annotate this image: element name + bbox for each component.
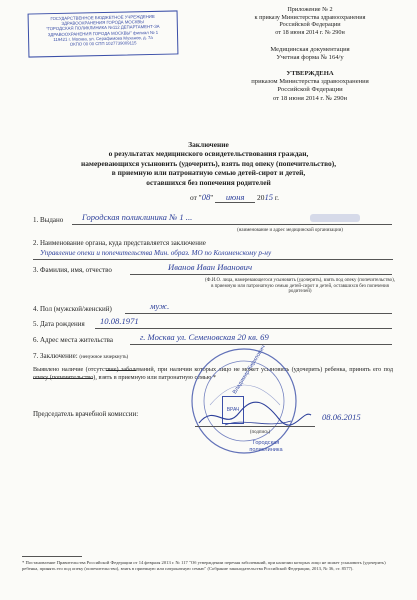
field-6-value: г. Москва ул. Семеновская 20 кв. 69 (140, 332, 269, 342)
stamp-line: "ГОРОДСКАЯ ПОЛИКЛИНИКА №112 ДЕПАРТАМЕНТ-ЗА (46, 24, 160, 32)
title-line: Заключение (188, 140, 229, 149)
approval-line: приказом Министерства здравоохранения (251, 78, 369, 86)
field-7-title: 7. Заключение: (33, 352, 78, 360)
field-4-label: 4. Пол (мужской/женский) (33, 305, 112, 313)
field-3-line (130, 274, 392, 275)
appendix-number: Приложение № 2 (287, 6, 333, 13)
field-2-line (33, 259, 393, 260)
field-5-value: 10.08.1971 (100, 316, 139, 326)
title-line: в приемную или патронатную семью детей-сирот и детей, (111, 168, 306, 178)
conclusion-text: Выявлено наличие (отсутствие) заболеваний, при наличии которых лицо не может усыновить (удочерить) ребенка, принять его под опеку (попечительство), взять в приемную или патронатную семью * (33, 366, 393, 381)
field-1-line (72, 224, 392, 225)
field-1-note: (наименование и адрес медицинской организации) (237, 228, 343, 233)
order-line: к приказу Министерства здравоохранения (254, 13, 366, 21)
seal-center-text: Городская поликлиника (249, 440, 283, 453)
date-day: 08 (201, 192, 211, 202)
date-text: от " (190, 193, 202, 202)
stamp-line: 119421 г. Москва, ул. Серафимова Муханов, д. 7а (53, 34, 153, 42)
field-4-line (125, 313, 392, 314)
stamp-line: ГОСУДАРСТВЕННОЕ БЮДЖЕТНОЕ УЧРЕЖДЕНИЕ (50, 13, 155, 22)
approved-label: УТВЕРЖДЕНА (286, 70, 334, 77)
chairman-date: 08.06.2015 (322, 412, 361, 422)
date-text: " (210, 193, 214, 202)
issue-date (190, 192, 279, 203)
doctor-stamp: ВРАЧ (222, 396, 244, 424)
field-2-value: Управление опеки и попечительства Мин. образ. МО по Коломенскому р-ну (40, 249, 272, 257)
footnote-separator (22, 556, 82, 557)
order-appendix-block (225, 6, 395, 36)
field-6-label: 6. Адрес места жительства (33, 336, 113, 344)
field-1-label: 1. Выдано (33, 216, 64, 224)
document-title (0, 140, 417, 187)
strike-mark (106, 370, 136, 371)
field-7-note: (ненужное зачеркнуть) (79, 355, 129, 360)
date-year: 15 (264, 192, 274, 202)
title-line: оставшихся без попечения родителей (146, 177, 271, 187)
seal-name-text: Владимир Кирилович (232, 344, 267, 396)
medical-documentation-label: Медицинская документация (270, 46, 350, 53)
order-line: от 18 июня 2014 г. № 290н (275, 28, 345, 36)
field-3-value: Иванов Иван Иванович (168, 262, 253, 272)
form-designation (225, 46, 395, 62)
signature-note: (подпись) (249, 430, 271, 435)
redacted-mark (310, 214, 360, 222)
field-3-label: 3. Фамилия, имя, отчество (33, 266, 112, 274)
title-line: намеревающихся усыновить (удочерить), взять под опеку (попечительство), (80, 158, 337, 168)
field-5-line (95, 328, 392, 329)
stamp-line: ЗДРАВООХРАНЕНИЯ ГОРОДА МОСКВЫ" филиал № 1 (47, 29, 159, 37)
field-3-note: (Ф.И.О. лица, намеревающегося усыновить (удочерить), взять под опеку (попечительство), в приемную или патронатную семью детей-сирот и детей, оставшихся без попечения родителей) (205, 278, 395, 295)
form-number: Учетная форма № 164/у (276, 54, 344, 62)
field-5-label: 5. Дата рождения (33, 320, 85, 328)
signature-line (195, 426, 315, 427)
order-line: Российской Федерации (279, 21, 341, 29)
title-line: о результатах медицинского освидетельствования граждан, (108, 149, 309, 159)
field-7-label (33, 352, 128, 360)
date-text: 20 (257, 193, 265, 202)
field-4-value: муж. (150, 301, 170, 311)
strike-mark (33, 378, 93, 379)
approval-line: от 18 июня 2014 г. № 290н (272, 94, 348, 102)
field-1-value: Городская поликлиника № 1 ... (82, 212, 193, 222)
date-text: г. (274, 193, 279, 202)
stamp-line: ОКПО 00 00 СПП 1027739009115 (69, 40, 137, 47)
date-month: июня (215, 192, 255, 203)
footnote: * Постановление Правительства Российской Федерации от 14 февраля 2013 г. № 117 "Об утверждении перечня заболеваний, при наличии которых лицо не может усыновить (удочерить) ребенка, принять его под опеку (попечительство), взять в приемную или патронатную семью" (Собрание законодательства Российской Федерации, 2013, № 36, ст. 8577). (22, 560, 386, 571)
approval-block (225, 70, 395, 103)
signature-icon (195, 395, 315, 435)
field-2-label: 2. Наименование органа, куда представляется заключение (33, 239, 206, 247)
stamp-line: ЗДРАВООХРАНЕНИЯ ГОРОДА МОСКВЫ (61, 19, 145, 27)
approval-line: Российской Федерации (277, 86, 343, 94)
organization-stamp (28, 10, 179, 57)
chairman-label: Председатель врачебной комиссии: (33, 410, 139, 418)
